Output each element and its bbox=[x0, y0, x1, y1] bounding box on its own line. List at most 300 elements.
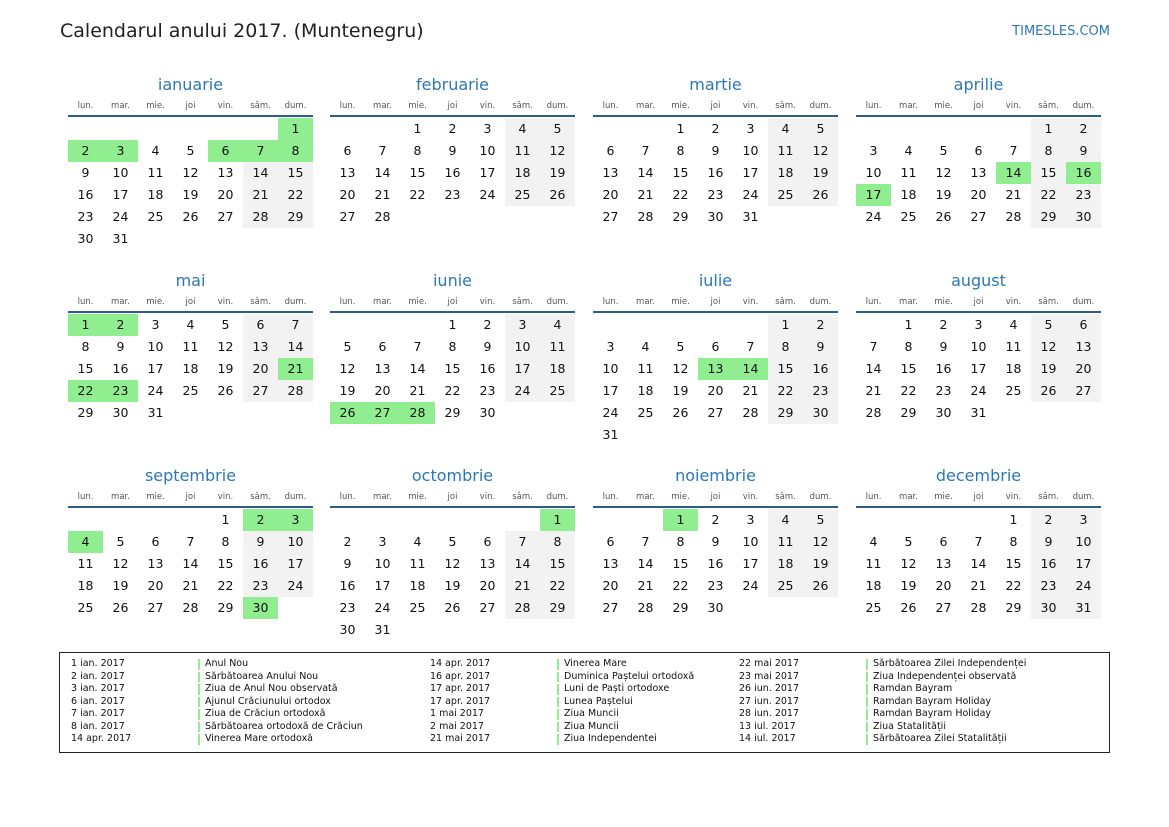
day-cell: 29 bbox=[1031, 206, 1066, 228]
day-cell: 13 bbox=[243, 336, 278, 358]
month-divider bbox=[593, 311, 838, 313]
day-cell: 15 bbox=[1031, 162, 1066, 184]
day-cell: 22 bbox=[444, 383, 461, 398]
day-cell: 14 bbox=[970, 556, 987, 571]
legend-holiday-name: Sărbătoarea Anului Nou bbox=[205, 670, 319, 682]
month-divider bbox=[856, 506, 1101, 508]
weekday-label: mar. bbox=[373, 297, 392, 307]
day-grid bbox=[593, 314, 838, 446]
weekday-label: lun. bbox=[865, 297, 882, 307]
day-cell: 25 bbox=[637, 405, 654, 420]
day-cell: 26 bbox=[935, 209, 952, 224]
day-cell: 8 bbox=[904, 339, 913, 354]
day-cell: 23 bbox=[444, 187, 461, 202]
day-cell: 10 bbox=[970, 339, 987, 354]
day-cell: 17 bbox=[112, 187, 129, 202]
day-cell: 20 bbox=[935, 578, 952, 593]
day-cell: 7 bbox=[746, 339, 755, 354]
weekday-label: lun. bbox=[865, 492, 882, 502]
month-divider bbox=[330, 115, 575, 117]
day-cell: 20 bbox=[602, 187, 619, 202]
legend-date: 17 apr. 2017 bbox=[430, 695, 491, 707]
weekday-label: lun. bbox=[865, 101, 882, 111]
weekday-label: lun. bbox=[77, 101, 94, 111]
day-cell: 23 bbox=[707, 187, 724, 202]
weekday-header bbox=[330, 491, 575, 504]
day-cell: 15 bbox=[278, 162, 313, 184]
legend-holiday-name: Duminica Paștelui ortodoxă bbox=[564, 670, 695, 682]
day-cell: 23 bbox=[77, 209, 94, 224]
holiday-day-cell: 1 bbox=[663, 509, 698, 531]
day-cell: 12 bbox=[803, 140, 838, 162]
day-cell: 4 bbox=[505, 118, 540, 140]
day-cell: 24 bbox=[1066, 575, 1101, 597]
day-cell: 27 bbox=[243, 380, 278, 402]
day-cell: 8 bbox=[676, 534, 685, 549]
legend-date: 27 iun. 2017 bbox=[739, 695, 800, 707]
day-grid bbox=[330, 314, 575, 424]
holiday-day-cell: 26 bbox=[330, 402, 365, 424]
day-cell: 2 bbox=[711, 512, 720, 527]
day-cell: 4 bbox=[641, 339, 650, 354]
month-name: iunie bbox=[432, 271, 472, 290]
day-cell: 25 bbox=[540, 380, 575, 402]
day-cell: 20 bbox=[217, 187, 234, 202]
day-grid bbox=[68, 314, 313, 424]
weekday-label: mie. bbox=[671, 297, 690, 307]
legend-date: 7 ian. 2017 bbox=[71, 708, 125, 719]
day-cell: 15 bbox=[672, 165, 689, 180]
site-link[interactable]: TIMESLES.COM bbox=[1012, 24, 1110, 39]
day-cell: 13 bbox=[217, 165, 234, 180]
weekday-label: vin. bbox=[742, 492, 759, 502]
day-cell: 27 bbox=[339, 209, 356, 224]
day-cell: 29 bbox=[444, 405, 461, 420]
day-cell: 13 bbox=[479, 556, 496, 571]
day-cell: 4 bbox=[413, 534, 422, 549]
day-cell: 26 bbox=[803, 575, 838, 597]
weekday-label: joi bbox=[185, 101, 196, 111]
legend-marker bbox=[866, 659, 868, 670]
day-cell: 21 bbox=[505, 575, 540, 597]
day-cell: 16 bbox=[112, 361, 129, 376]
day-cell: 26 bbox=[444, 600, 461, 615]
weekday-label: sâm. bbox=[1038, 101, 1059, 111]
day-cell: 12 bbox=[900, 556, 917, 571]
day-cell: 5 bbox=[343, 339, 352, 354]
day-cell: 17 bbox=[147, 361, 164, 376]
day-cell: 30 bbox=[1031, 597, 1066, 619]
legend-holiday-name: Ramdan Bayram bbox=[873, 683, 953, 694]
legend-holiday-name: Lunea Paștelui bbox=[564, 695, 633, 707]
day-cell: 22 bbox=[540, 575, 575, 597]
day-cell: 8 bbox=[676, 143, 685, 158]
day-cell: 10 bbox=[479, 143, 496, 158]
day-cell: 24 bbox=[479, 187, 496, 202]
day-cell: 31 bbox=[147, 405, 164, 420]
day-cell: 27 bbox=[217, 209, 234, 224]
day-cell: 30 bbox=[935, 405, 952, 420]
day-cell: 26 bbox=[1031, 380, 1066, 402]
day-cell: 3 bbox=[1066, 509, 1101, 531]
day-cell: 4 bbox=[869, 534, 878, 549]
day-cell: 30 bbox=[1066, 206, 1101, 228]
weekday-label: vin. bbox=[217, 492, 234, 502]
day-cell: 20 bbox=[339, 187, 356, 202]
legend-marker bbox=[866, 672, 868, 683]
weekday-label: mar. bbox=[373, 101, 392, 111]
day-cell: 18 bbox=[77, 578, 94, 593]
day-cell: 23 bbox=[707, 578, 724, 593]
day-cell: 3 bbox=[151, 317, 160, 332]
day-cell: 16 bbox=[339, 578, 356, 593]
day-cell: 16 bbox=[803, 358, 838, 380]
page-title: Calendarul anului 2017. (Muntenegru) bbox=[60, 20, 424, 42]
day-cell: 29 bbox=[900, 405, 917, 420]
day-grid bbox=[593, 509, 838, 619]
day-cell: 19 bbox=[803, 162, 838, 184]
month-noiembrie bbox=[593, 461, 838, 619]
legend-holiday-name: Ziua Independentei bbox=[564, 733, 657, 744]
day-cell: 18 bbox=[505, 162, 540, 184]
holiday-day-cell: 27 bbox=[365, 402, 400, 424]
day-cell: 23 bbox=[1066, 184, 1101, 206]
day-cell: 15 bbox=[409, 165, 426, 180]
day-cell: 14 bbox=[637, 556, 654, 571]
month-februarie bbox=[330, 70, 575, 228]
day-cell: 27 bbox=[935, 600, 952, 615]
legend-marker bbox=[866, 684, 868, 695]
day-cell: 25 bbox=[900, 209, 917, 224]
weekday-label: dum. bbox=[1072, 297, 1095, 307]
day-cell: 14 bbox=[374, 165, 391, 180]
day-cell: 17 bbox=[374, 578, 391, 593]
day-cell: 12 bbox=[339, 361, 356, 376]
day-cell: 19 bbox=[540, 162, 575, 184]
holiday-day-cell: 14 bbox=[733, 358, 768, 380]
weekday-label: mar. bbox=[899, 492, 918, 502]
day-cell: 22 bbox=[900, 383, 917, 398]
day-cell: 19 bbox=[182, 187, 199, 202]
day-cell: 7 bbox=[641, 534, 650, 549]
weekday-label: sâm. bbox=[1038, 297, 1059, 307]
month-name: decembrie bbox=[935, 466, 1022, 485]
day-cell: 8 bbox=[1009, 534, 1018, 549]
day-cell: 22 bbox=[217, 578, 234, 593]
legend-marker bbox=[866, 734, 868, 745]
day-cell: 29 bbox=[77, 405, 94, 420]
legend-marker bbox=[198, 684, 200, 695]
month-divider bbox=[330, 311, 575, 313]
weekday-label: vin. bbox=[1005, 492, 1022, 502]
day-cell: 8 bbox=[413, 143, 422, 158]
day-cell: 5 bbox=[116, 534, 125, 549]
weekday-label: mar. bbox=[636, 492, 655, 502]
day-cell: 30 bbox=[803, 402, 838, 424]
day-cell: 1 bbox=[1031, 118, 1066, 140]
weekday-label: sâm. bbox=[1038, 492, 1059, 502]
day-grid bbox=[330, 509, 575, 641]
day-cell: 6 bbox=[151, 534, 160, 549]
day-cell: 3 bbox=[746, 512, 755, 527]
day-grid bbox=[856, 118, 1101, 228]
day-cell: 18 bbox=[865, 578, 882, 593]
holiday-day-cell: 30 bbox=[243, 597, 278, 619]
day-cell: 1 bbox=[768, 314, 803, 336]
legend-marker bbox=[557, 734, 559, 745]
day-cell: 3 bbox=[869, 143, 878, 158]
legend-date: 2 ian. 2017 bbox=[71, 670, 125, 682]
day-cell: 5 bbox=[676, 339, 685, 354]
day-cell: 26 bbox=[182, 209, 199, 224]
weekday-label: dum. bbox=[284, 297, 307, 307]
day-cell: 7 bbox=[641, 143, 650, 158]
day-cell: 24 bbox=[742, 578, 759, 593]
day-cell: 5 bbox=[221, 317, 230, 332]
legend-holiday-name: Ziua de Crăciun ortodoxă bbox=[205, 708, 326, 719]
weekday-label: vin. bbox=[742, 297, 759, 307]
holiday-day-cell: 14 bbox=[996, 162, 1031, 184]
day-cell: 12 bbox=[182, 165, 199, 180]
legend-holiday-name: Luni de Paști ortodoxe bbox=[564, 683, 670, 694]
day-cell: 24 bbox=[602, 405, 619, 420]
day-cell: 28 bbox=[637, 600, 654, 615]
day-cell: 21 bbox=[243, 184, 278, 206]
day-cell: 20 bbox=[243, 358, 278, 380]
day-cell: 25 bbox=[768, 575, 803, 597]
weekday-label: vin. bbox=[479, 297, 496, 307]
day-cell: 23 bbox=[803, 380, 838, 402]
day-cell: 28 bbox=[865, 405, 882, 420]
day-cell: 6 bbox=[606, 143, 615, 158]
day-cell: 2 bbox=[1066, 118, 1101, 140]
day-cell: 31 bbox=[374, 622, 391, 637]
day-cell: 1 bbox=[1009, 512, 1018, 527]
holiday-day-cell: 3 bbox=[278, 509, 313, 531]
weekday-label: joi bbox=[973, 297, 984, 307]
day-cell: 8 bbox=[448, 339, 457, 354]
day-cell: 24 bbox=[742, 187, 759, 202]
legend-date: 3 ian. 2017 bbox=[71, 683, 125, 694]
weekday-label: mar. bbox=[111, 297, 130, 307]
day-cell: 18 bbox=[182, 361, 199, 376]
day-cell: 4 bbox=[768, 509, 803, 531]
day-cell: 6 bbox=[939, 534, 948, 549]
day-cell: 13 bbox=[374, 361, 391, 376]
legend-holiday-name: Sărbătoarea ortodoxă de Crăciun bbox=[205, 720, 363, 732]
holiday-day-cell: 13 bbox=[698, 358, 733, 380]
legend-marker bbox=[198, 734, 200, 745]
day-cell: 3 bbox=[746, 121, 755, 136]
month-septembrie bbox=[68, 461, 313, 619]
weekday-label: mar. bbox=[111, 101, 130, 111]
day-cell: 6 bbox=[243, 314, 278, 336]
day-cell: 21 bbox=[637, 578, 654, 593]
day-cell: 16 bbox=[935, 361, 952, 376]
day-cell: 3 bbox=[505, 314, 540, 336]
weekday-label: joi bbox=[185, 297, 196, 307]
day-cell: 28 bbox=[637, 209, 654, 224]
day-cell: 19 bbox=[339, 383, 356, 398]
day-grid bbox=[330, 118, 575, 228]
day-cell: 8 bbox=[540, 531, 575, 553]
day-cell: 20 bbox=[707, 383, 724, 398]
day-cell: 8 bbox=[1031, 140, 1066, 162]
day-cell: 5 bbox=[540, 118, 575, 140]
legend-holiday-name: Ziua Statalității bbox=[873, 720, 946, 732]
day-cell: 9 bbox=[81, 165, 90, 180]
day-cell: 30 bbox=[479, 405, 496, 420]
weekday-label: mar. bbox=[899, 101, 918, 111]
legend-marker bbox=[198, 709, 200, 720]
holiday-day-cell: 7 bbox=[243, 140, 278, 162]
weekday-label: mie. bbox=[671, 492, 690, 502]
day-cell: 16 bbox=[707, 165, 724, 180]
day-cell: 26 bbox=[900, 600, 917, 615]
day-cell: 20 bbox=[374, 383, 391, 398]
day-cell: 26 bbox=[803, 184, 838, 206]
day-cell: 10 bbox=[865, 165, 882, 180]
day-cell: 30 bbox=[77, 231, 94, 246]
weekday-label: dum. bbox=[546, 492, 569, 502]
legend-date: 23 mai 2017 bbox=[739, 670, 800, 682]
legend-marker bbox=[866, 697, 868, 708]
legend-date: 14 apr. 2017 bbox=[430, 658, 491, 669]
day-cell: 23 bbox=[935, 383, 952, 398]
legend-holiday-name: Ramdan Bayram Holiday bbox=[873, 695, 992, 707]
legend-date: 6 ian. 2017 bbox=[71, 695, 125, 707]
day-cell: 17 bbox=[970, 361, 987, 376]
day-cell: 2 bbox=[448, 121, 457, 136]
day-cell: 27 bbox=[707, 405, 724, 420]
day-cell: 25 bbox=[182, 383, 199, 398]
day-cell: 27 bbox=[970, 209, 987, 224]
day-cell: 6 bbox=[606, 534, 615, 549]
legend-date: 21 mai 2017 bbox=[430, 733, 491, 744]
month-name: mai bbox=[175, 271, 206, 290]
legend-date: 1 mai 2017 bbox=[430, 708, 484, 719]
day-cell: 20 bbox=[970, 187, 987, 202]
day-cell: 5 bbox=[904, 534, 913, 549]
legend-date: 1 ian. 2017 bbox=[71, 658, 125, 669]
day-cell: 16 bbox=[707, 556, 724, 571]
month-ianuarie bbox=[68, 70, 313, 250]
month-divider bbox=[330, 506, 575, 508]
day-cell: 29 bbox=[278, 206, 313, 228]
legend-holiday-name: Sărbătoarea Zilei Independenței bbox=[873, 658, 1027, 669]
day-cell: 6 bbox=[343, 143, 352, 158]
legend-date: 8 ian. 2017 bbox=[71, 720, 125, 732]
day-cell: 20 bbox=[1066, 358, 1101, 380]
day-cell: 19 bbox=[444, 578, 461, 593]
legend-marker bbox=[866, 722, 868, 733]
day-cell: 14 bbox=[865, 361, 882, 376]
day-cell: 24 bbox=[112, 209, 129, 224]
day-cell: 15 bbox=[672, 556, 689, 571]
day-cell: 31 bbox=[742, 209, 759, 224]
weekday-label: sâm. bbox=[512, 492, 533, 502]
legend-marker bbox=[198, 697, 200, 708]
weekday-header bbox=[856, 491, 1101, 504]
day-cell: 11 bbox=[540, 336, 575, 358]
day-cell: 5 bbox=[803, 118, 838, 140]
day-cell: 31 bbox=[112, 231, 129, 246]
weekday-label: mar. bbox=[111, 492, 130, 502]
legend-marker bbox=[198, 672, 200, 683]
weekday-label: joi bbox=[710, 297, 721, 307]
day-cell: 17 bbox=[742, 556, 759, 571]
day-cell: 7 bbox=[186, 534, 195, 549]
day-cell: 28 bbox=[970, 600, 987, 615]
day-cell: 7 bbox=[378, 143, 387, 158]
day-cell: 11 bbox=[147, 165, 164, 180]
legend-date: 17 apr. 2017 bbox=[430, 683, 491, 694]
day-cell: 26 bbox=[217, 383, 234, 398]
weekday-label: dum. bbox=[809, 492, 832, 502]
day-grid bbox=[68, 118, 313, 250]
day-grid bbox=[68, 509, 313, 619]
day-cell: 22 bbox=[672, 578, 689, 593]
day-cell: 31 bbox=[602, 427, 619, 442]
legend-holiday-name: Ramdan Bayram Holiday bbox=[873, 708, 992, 719]
day-cell: 4 bbox=[186, 317, 195, 332]
day-cell: 19 bbox=[217, 361, 234, 376]
day-cell: 10 bbox=[742, 143, 759, 158]
day-cell: 22 bbox=[1031, 184, 1066, 206]
weekday-label: vin. bbox=[479, 101, 496, 111]
day-cell: 9 bbox=[803, 336, 838, 358]
day-cell: 18 bbox=[900, 187, 917, 202]
weekday-label: sâm. bbox=[250, 492, 271, 502]
weekday-label: dum. bbox=[809, 297, 832, 307]
weekday-label: vin. bbox=[217, 101, 234, 111]
day-cell: 18 bbox=[768, 553, 803, 575]
day-cell: 14 bbox=[182, 556, 199, 571]
day-cell: 29 bbox=[672, 209, 689, 224]
legend-marker bbox=[557, 722, 559, 733]
day-cell: 17 bbox=[1066, 553, 1101, 575]
day-cell: 23 bbox=[1031, 575, 1066, 597]
weekday-label: mie. bbox=[146, 492, 165, 502]
day-cell: 14 bbox=[409, 361, 426, 376]
day-cell: 5 bbox=[186, 143, 195, 158]
day-cell: 19 bbox=[935, 187, 952, 202]
day-cell: 4 bbox=[904, 143, 913, 158]
day-cell: 12 bbox=[112, 556, 129, 571]
day-cell: 11 bbox=[768, 531, 803, 553]
day-cell: 2 bbox=[483, 317, 492, 332]
legend-date: 16 apr. 2017 bbox=[430, 670, 491, 682]
day-cell: 6 bbox=[974, 143, 983, 158]
holiday-day-cell: 6 bbox=[208, 140, 243, 162]
day-cell: 6 bbox=[1066, 314, 1101, 336]
month-decembrie bbox=[856, 461, 1101, 619]
weekday-label: joi bbox=[447, 297, 458, 307]
holiday-day-cell: 1 bbox=[540, 509, 575, 531]
day-cell: 19 bbox=[1031, 358, 1066, 380]
weekday-header bbox=[593, 100, 838, 113]
day-cell: 7 bbox=[413, 339, 422, 354]
legend-holiday-name: Ajunul Crăciunului ortodox bbox=[205, 695, 331, 707]
day-cell: 27 bbox=[479, 600, 496, 615]
day-cell: 3 bbox=[974, 317, 983, 332]
weekday-header bbox=[593, 491, 838, 504]
day-cell: 3 bbox=[606, 339, 615, 354]
day-cell: 30 bbox=[112, 405, 129, 420]
day-cell: 30 bbox=[339, 622, 356, 637]
day-cell: 21 bbox=[1005, 187, 1022, 202]
day-cell: 9 bbox=[483, 339, 492, 354]
